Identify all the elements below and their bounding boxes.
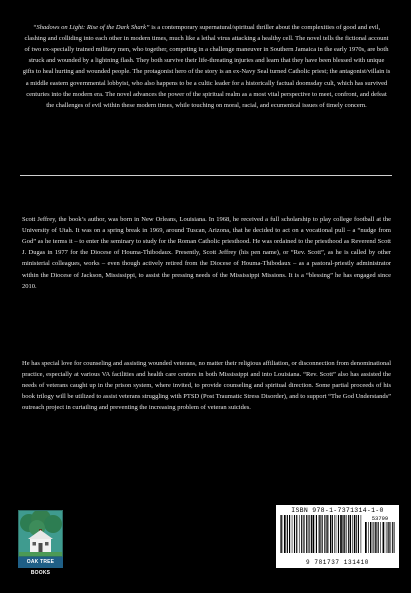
barcode-bar: [346, 515, 347, 553]
ean-digits: 9 781737 131410: [305, 559, 369, 566]
barcode-bar: [308, 515, 309, 553]
barcode-bar: [361, 515, 362, 553]
barcode-bar: [365, 522, 367, 553]
barcode-bar: [358, 515, 359, 553]
synopsis-paragraph: [22, 22, 391, 112]
barcode-bar: [391, 522, 392, 553]
barcode-bar: [368, 522, 369, 553]
publisher-logo: [18, 510, 63, 576]
barcode-bar: [319, 515, 320, 553]
barcode-bar: [280, 515, 281, 553]
barcode-bar: [336, 515, 337, 553]
barcode-bar: [292, 515, 293, 553]
isbn-barcode: [276, 505, 399, 568]
synopsis-text: is a contemporary supernatural/spiritual thriller about the complexities of good and evil, clashing and colliding into each other in modern times, much like a lethal virus attacking a healthy cell. The novel tells the fictional account of two ex-specially trained military men, who together, competing in a challenge maneuver in Southern Jamaica in the early 1970s, are both struck and wounded by a lightning flash. They both survive their life-threating injuries and learn that they have been blessed with unique gifts to heal hurting and wounded people. The protagonist hero of the story is an ex-Navy Seal turned Catholic priest; the antagonist/villain is a middle eastern governmental lobbyist, who also happens to be a cultic leader for a historically factual doomsday cult, which has survived centuries into the modern era. The novel advances the power of the spiritual realm as a most vital perspective to meet, confront, and defeat the challenges of evil within these modern times, while touching on moral, racial, and ecumenical issues of timely concern.: [22, 23, 391, 109]
barcode-bar: [289, 515, 290, 553]
barcode-bar: [380, 522, 381, 553]
barcode-bar: [306, 515, 307, 553]
barcode-bar: [372, 522, 373, 553]
barcode-bar: [332, 515, 333, 553]
barcode-bar: [388, 522, 389, 553]
barcode-bar: [386, 522, 387, 553]
barcode-bar: [284, 515, 286, 553]
barcode-bar: [344, 515, 345, 553]
barcode-bar: [378, 522, 379, 553]
barcode-bar: [299, 515, 300, 553]
barcode-bar: [340, 515, 342, 553]
barcode-bar: [324, 515, 325, 553]
addon-barcode-bars: [365, 522, 395, 553]
section-divider: [20, 175, 392, 176]
barcode-bar: [301, 515, 302, 553]
barcode-bar: [350, 515, 351, 553]
barcode-bar: [373, 522, 374, 553]
oak-tree-house-icon: [18, 510, 63, 557]
barcode-bar: [309, 515, 310, 553]
barcode-bar: [375, 522, 376, 553]
barcode-bar: [322, 515, 323, 553]
barcode-bar: [330, 515, 331, 553]
barcode-bar: [320, 515, 321, 553]
barcode-bar: [296, 515, 297, 553]
barcode-bar: [392, 522, 393, 553]
barcode-bar: [352, 515, 353, 553]
barcode-bar: [394, 522, 395, 553]
barcode-bar: [326, 515, 327, 553]
price-code: 53799: [371, 515, 389, 522]
barcode-bar: [294, 515, 295, 553]
barcode-bar: [370, 522, 371, 553]
barcode-bar: [316, 515, 317, 553]
barcode-bar: [376, 522, 377, 553]
isbn-label: ISBN 978-1-7371314-1-0: [291, 507, 384, 514]
barcode-bar: [287, 515, 288, 553]
barcode-bar: [338, 515, 339, 553]
ean-barcode-bars: [280, 515, 362, 553]
barcode-bar: [303, 515, 304, 553]
veterans-paragraph: He has special love for counseling and assisting wounded veterans, no matter their religious affiliation, or disconnection from denominational practice, especially at various VA facilities and health care centers in both Mississippi and into Louisiana. “Rev. Scott” also has assisted the needs of veterans caught up in the prison system, where invited, to provide counseling and spiritual direction. Some partial proceeds of his book trilogy will be utilized to assist veterans struggling with PTSD (Post Traumatic Stress Disorder), and to support “The God Understands” outreach project in curtailing and preventing the increasing problem of veteran suicides.: [22, 359, 391, 412]
barcode-bar: [313, 515, 315, 553]
author-bio-paragraph: Scott Jeffrey, the book’s author, was born in New Orleans, Louisiana. In 1968, he received a full scholarship to play college football at the University of Utah. It was on a spring break in 1969, around Tuscan, Arizona, that he decided to act on a vocational pull – a “nudge from God” as he terms it – to enter the seminary to study for the Roman Catholic priesthood. He was ordained to the priesthood as Reverend Scott J. Dugas in 1977 for the Diocese of Houma-Thibodaux. Presently, Scott Jeffrey (his pen name), or “Rev. Scott”, as he is called by other ministerial colleagues, works – even though actively retired from the Diocese of Houma-Thibodaux – as a pastoral-priestly administrator within the Diocese of Jackson, Mississippi, to assist the pressing needs of the Mississippi Missions. It is a “blessing” he has engaged since 2010.: [22, 215, 391, 290]
barcode-bar: [342, 515, 343, 553]
barcode-bar: [354, 515, 355, 553]
barcode-bar: [334, 515, 335, 553]
barcode-bar: [327, 515, 328, 553]
barcode-bar: [356, 515, 357, 553]
book-title: “Shadows on Light: Rise of the Dark Shark”: [32, 23, 150, 31]
barcode-bar: [348, 515, 349, 553]
barcode-bar: [311, 515, 312, 553]
publisher-name: OAK TREE BOOKS: [18, 557, 63, 568]
barcode-bar: [383, 522, 385, 553]
barcode-bar: [281, 515, 282, 553]
barcode-bar: [389, 522, 390, 553]
